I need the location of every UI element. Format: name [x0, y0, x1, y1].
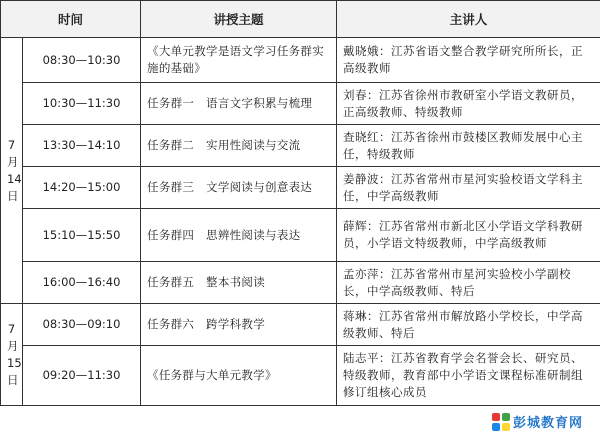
header-speaker: 主讲人 — [337, 1, 600, 38]
time-cell: 08:30—09:10 — [23, 304, 141, 346]
table-row — [1, 167, 600, 209]
date-char: 7 — [7, 137, 16, 152]
schedule-body — [1, 38, 600, 406]
topic-cell: 《任务群与大单元教学》 — [141, 346, 337, 406]
time-cell: 13:30—14:10 — [23, 125, 141, 167]
time-cell: 14:20—15:00 — [23, 167, 141, 209]
header-topic: 讲授主题 — [141, 1, 337, 38]
topic-cell: 任务群三 文学阅读与创意表达 — [141, 167, 337, 209]
header-time: 时间 — [1, 1, 141, 38]
date-char: 月 — [7, 338, 19, 353]
table-row — [1, 262, 600, 304]
table-row — [1, 304, 600, 346]
speaker-cell: 戴晓娥：江苏省语文整合教学研究所所长，正高级教师 — [337, 38, 600, 83]
date-char: 日 — [7, 188, 19, 203]
time-cell: 09:20—11:30 — [23, 346, 141, 406]
time-cell: 16:00—16:40 — [23, 262, 141, 304]
topic-cell: 任务群四 思辨性阅读与表达 — [141, 209, 337, 262]
table-row — [1, 209, 600, 262]
topic-cell: 任务群二 实用性阅读与交流 — [141, 125, 337, 167]
date-char: 日 — [7, 372, 19, 387]
table-row — [1, 38, 600, 83]
header-row — [1, 1, 600, 38]
speaker-cell: 蒋琳：江苏省常州市解放路小学校长，中学高级教师、特后 — [337, 304, 600, 346]
speaker-cell: 孟亦萍：江苏省常州市星河实验校小学副校长，中学高级教师、特后 — [337, 262, 600, 304]
speaker-cell: 刘春：江苏省徐州市教研室小学语文教研员，正高级教师、特级教师 — [337, 83, 600, 125]
topic-cell: 任务群一 语言文字积累与梳理 — [141, 83, 337, 125]
date-char: 7 — [7, 321, 16, 336]
time-cell: 08:30—10:30 — [23, 38, 141, 83]
time-cell: 10:30—11:30 — [23, 83, 141, 125]
topic-cell: 任务群五 整本书阅读 — [141, 262, 337, 304]
time-cell: 15:10—15:50 — [23, 209, 141, 262]
watermark-text: 彭城教育网 — [512, 416, 583, 431]
speaker-cell: 姜静波：江苏省常州市星河实验校语文学科主任，中学高级教师 — [337, 167, 600, 209]
table-row — [1, 83, 600, 125]
date-cell — [1, 38, 23, 304]
topic-cell: 任务群六 跨学科教学 — [141, 304, 337, 346]
date-cell — [1, 304, 23, 406]
date-char: 15 — [7, 355, 22, 370]
speaker-cell: 薛辉：江苏省常州市新北区小学语文学科教研员，小学语文特级教师，中学高级教师 — [337, 209, 600, 262]
table-row — [1, 125, 600, 167]
topic-cell: 《大单元教学是语文学习任务群实施的基础》 — [141, 38, 337, 83]
table-row — [1, 346, 600, 406]
speaker-cell: 陆志平：江苏省教育学会名誉会长、研究员、特级教师，教育部中小学语文课程标准研制组修订组核心成员 — [337, 346, 600, 406]
speaker-cell: 查晓红：江苏省徐州市鼓楼区教师发展中心主任，特级教师 — [337, 125, 600, 167]
site-logo-icon — [492, 413, 510, 431]
date-char: 14 — [7, 171, 22, 186]
date-char: 月 — [7, 154, 19, 169]
watermark-logo — [489, 412, 586, 431]
